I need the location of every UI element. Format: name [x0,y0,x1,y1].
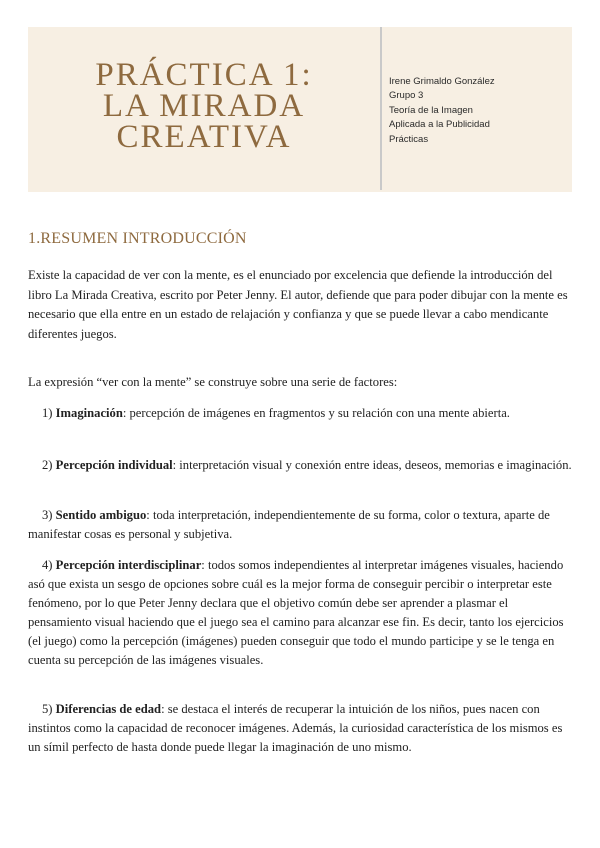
course-line-1: Teoría de la Imagen [389,104,473,116]
list-item [28,456,574,475]
item-text: : se destaca el interés de recuperar la intuición de los niños, pues nacen con instintos como la capacidad de reconocer imágenes. Además, la curiosidad característica de los mismos es un símil perfecto de hasta donde puede llegar la imaginación de uno mismo. [28,702,563,754]
group-label: Grupo 3 [389,90,424,102]
author-info [389,75,495,147]
list-item [28,700,574,757]
title-line: LA MIRADA [102,88,306,124]
item-text: : interpretación visual y conexión entre ideas, deseos, memorias e imaginación. [172,458,572,472]
item-term: Sentido ambiguo [55,508,147,522]
title-line: PRÁCTICA 1: [95,57,313,93]
assignment-type: Prácticas [389,133,429,145]
intro-paragraph: Existe la capacidad de ver con la mente, es el enunciado por excelencia que defiende la introducción del libro La Mirada Creativa, escrito por Peter Jenny. El autor, defiende que para poder dibujar con la mente es necesario que ella entre en un estado de relajación y confianza y que se puede llevar a cabo mendicante diferentes juegos. [28,268,568,341]
item-number: 1) [42,406,53,420]
item-number: 4) [42,558,53,572]
title-line: CREATIVA [116,119,292,155]
list-item [28,556,574,670]
header-banner [28,27,572,192]
item-term: Percepción individual [55,458,173,472]
author-name: Irene Grimaldo González [389,76,495,87]
item-text: : toda interpretación, independientemente de su forma, color o textura, aparte de manifestar cosas es personal y subjetiva. [28,508,550,541]
item-number: 2) [42,458,53,472]
item-term: Diferencias de edad [55,702,162,716]
course-line-2: Aplicada a la Publicidad [389,119,490,131]
item-number: 5) [42,702,53,716]
section-heading: 1.RESUMEN INTRODUCCIÓN [28,230,247,247]
lead-paragraph: La expresión “ver con la mente” se construye sobre una serie de factores: [28,375,398,389]
list-item [28,506,574,544]
header-divider [380,27,382,190]
item-term: Percepción interdisciplinar [55,558,202,572]
item-text: : percepción de imágenes en fragmentos y su relación con una mente abierta. [122,406,510,420]
document-title [28,57,380,155]
item-term: Imaginación [55,406,123,420]
item-text: : todos somos independientes al interpretar imágenes visuales, haciendo asó que exista un sesgo de opciones sobre cuál es la mejor forma de conseguir percibir o interpretar este fenómeno, por lo que Peter Jenny declara que el objetivo común debe ser aprender a plasmar el pensamiento visual haciendo que el juego sea el camino para alcanzar ese fin. Es decir, tanto los ejercicios (el juego) como la percepción (imágenes) pueden conseguir que todo el mundo participe y se le tenga en cuenta su percepción de las imágenes visuales. [28,558,564,667]
list-item [28,404,574,423]
item-number: 3) [42,508,53,522]
